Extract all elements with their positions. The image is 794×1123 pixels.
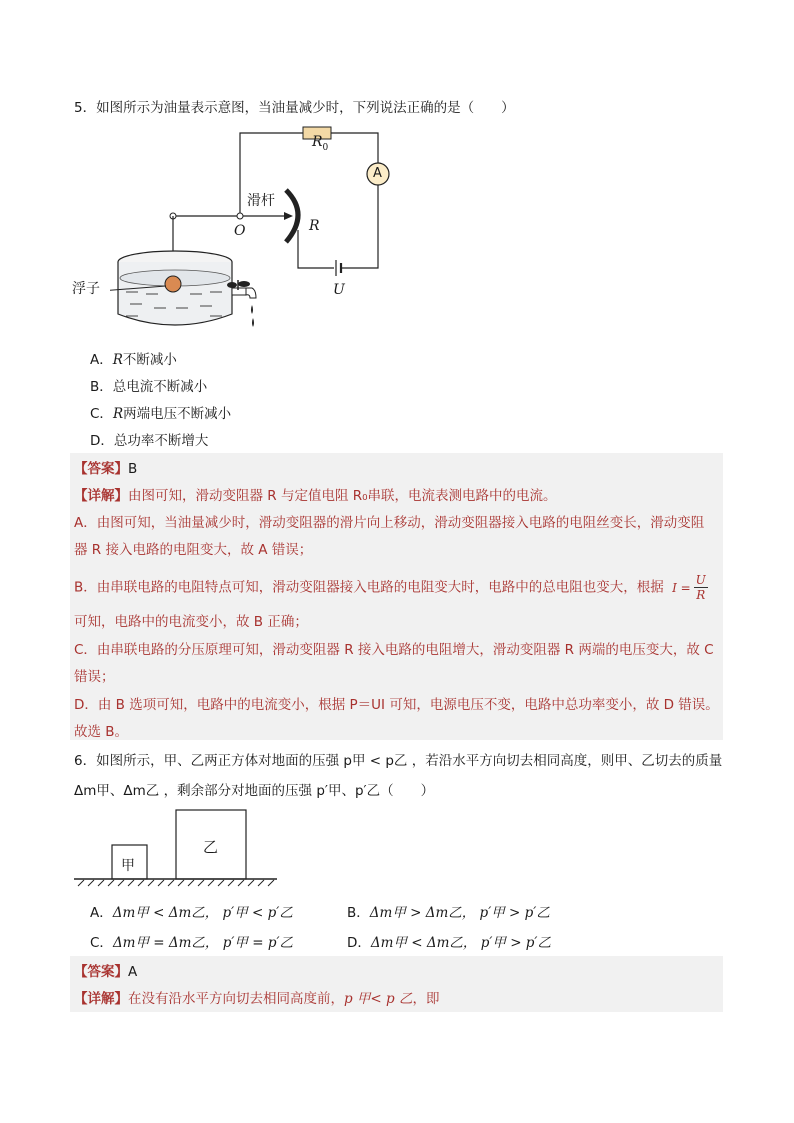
option-b[interactable]: B．Δm甲 > Δm乙， p′甲 > p′乙: [347, 905, 550, 921]
option-d[interactable]: D．总功率不断增大: [90, 433, 209, 449]
r0-label: $R_0$: [312, 134, 329, 153]
detail-line-q5-conclusion: 故选 B。: [74, 724, 129, 740]
detail-line-q5-intro: 【详解】由图可知，滑动变阻器 R 与定值电阻 R₀串联，电流表测电路中的电流。: [74, 488, 557, 504]
question-5-stem: 5．如图所示为油量表示意图，当油量减少时，下列说法正确的是（ ）: [74, 100, 515, 116]
detail-line-q5-c2: 错误；: [74, 669, 115, 685]
oil-gauge-circuit-figure: [110, 118, 410, 338]
float-ball-icon: [165, 276, 181, 292]
battery-label: U: [333, 282, 345, 298]
float-label: 浮子: [72, 281, 100, 297]
detail-line-q5-b2: 可知，电路中的电流变小，故 B 正确；: [74, 614, 308, 630]
detail-line-q5-c1: C．由串联电路的分压原理可知，滑动变阻器 R 接入电路的电阻增大，滑动变阻器 R 两端的电压变大，故 C: [74, 642, 714, 658]
question-6-stem-line-1: 6．如图所示，甲、乙两正方体对地面的压强 p甲 < p乙 ，若沿水平方向切去相同高度，则甲、乙切去的质量: [74, 753, 723, 769]
answer-line-q6: 【答案】A: [74, 964, 138, 980]
detail-line-q5-d1: D．由 B 选项可知，电路中的电流变小，根据 P＝UI 可知，电源电压不变，电路中总功率变小，故 D 错误。: [74, 697, 719, 713]
option-b[interactable]: B．总电流不断减小: [90, 379, 208, 395]
pivot-label: O: [234, 223, 246, 239]
option-c[interactable]: C．R两端电压不断减小: [90, 406, 232, 422]
option-a[interactable]: A．R不断减小: [90, 352, 177, 368]
cube-jia-label: 甲: [121, 858, 135, 874]
option-a[interactable]: A．Δm甲 < Δm乙， p′甲 < p′乙: [90, 905, 293, 921]
detail-line-q5-a1: A．由图可知，当油量减少时，滑动变阻器的滑片向上移动，滑动变阻器接入电路的电阻丝变长，滑动变阻: [74, 515, 705, 531]
slider-label: 滑杆: [247, 193, 275, 209]
cubes-figure: [72, 808, 282, 888]
option-d[interactable]: D．Δm甲 < Δm乙， p′甲 > p′乙: [347, 935, 552, 951]
detail-line-q6: 【详解】在没有沿水平方向切去相同高度前，p 甲< p 乙，即: [74, 991, 440, 1007]
option-c[interactable]: C．Δm甲 = Δm乙， p′甲 = p′乙: [90, 935, 294, 951]
cube-yi-label: 乙: [203, 838, 219, 856]
rheostat-label: R: [309, 218, 320, 234]
detail-line-q5-a2: 器 R 接入电路的电阻变大，故 A 错误；: [74, 542, 313, 558]
answer-line-q5: 【答案】B: [74, 461, 138, 477]
ammeter-label: A: [373, 166, 382, 181]
detail-line-q5-b1: B．由串联电路的电阻特点可知，滑动变阻器接入电路的电阻变大时，电路中的总电阻也变大，根据 I = $\frac{U}{R}$: [74, 573, 706, 602]
formula-ohms-law: I = $\frac{U}{R}$: [672, 573, 706, 602]
question-6-stem-line-2: Δm甲、Δm乙 ，剩余部分对地面的压强 p′甲、p′乙（ ）: [74, 783, 435, 799]
